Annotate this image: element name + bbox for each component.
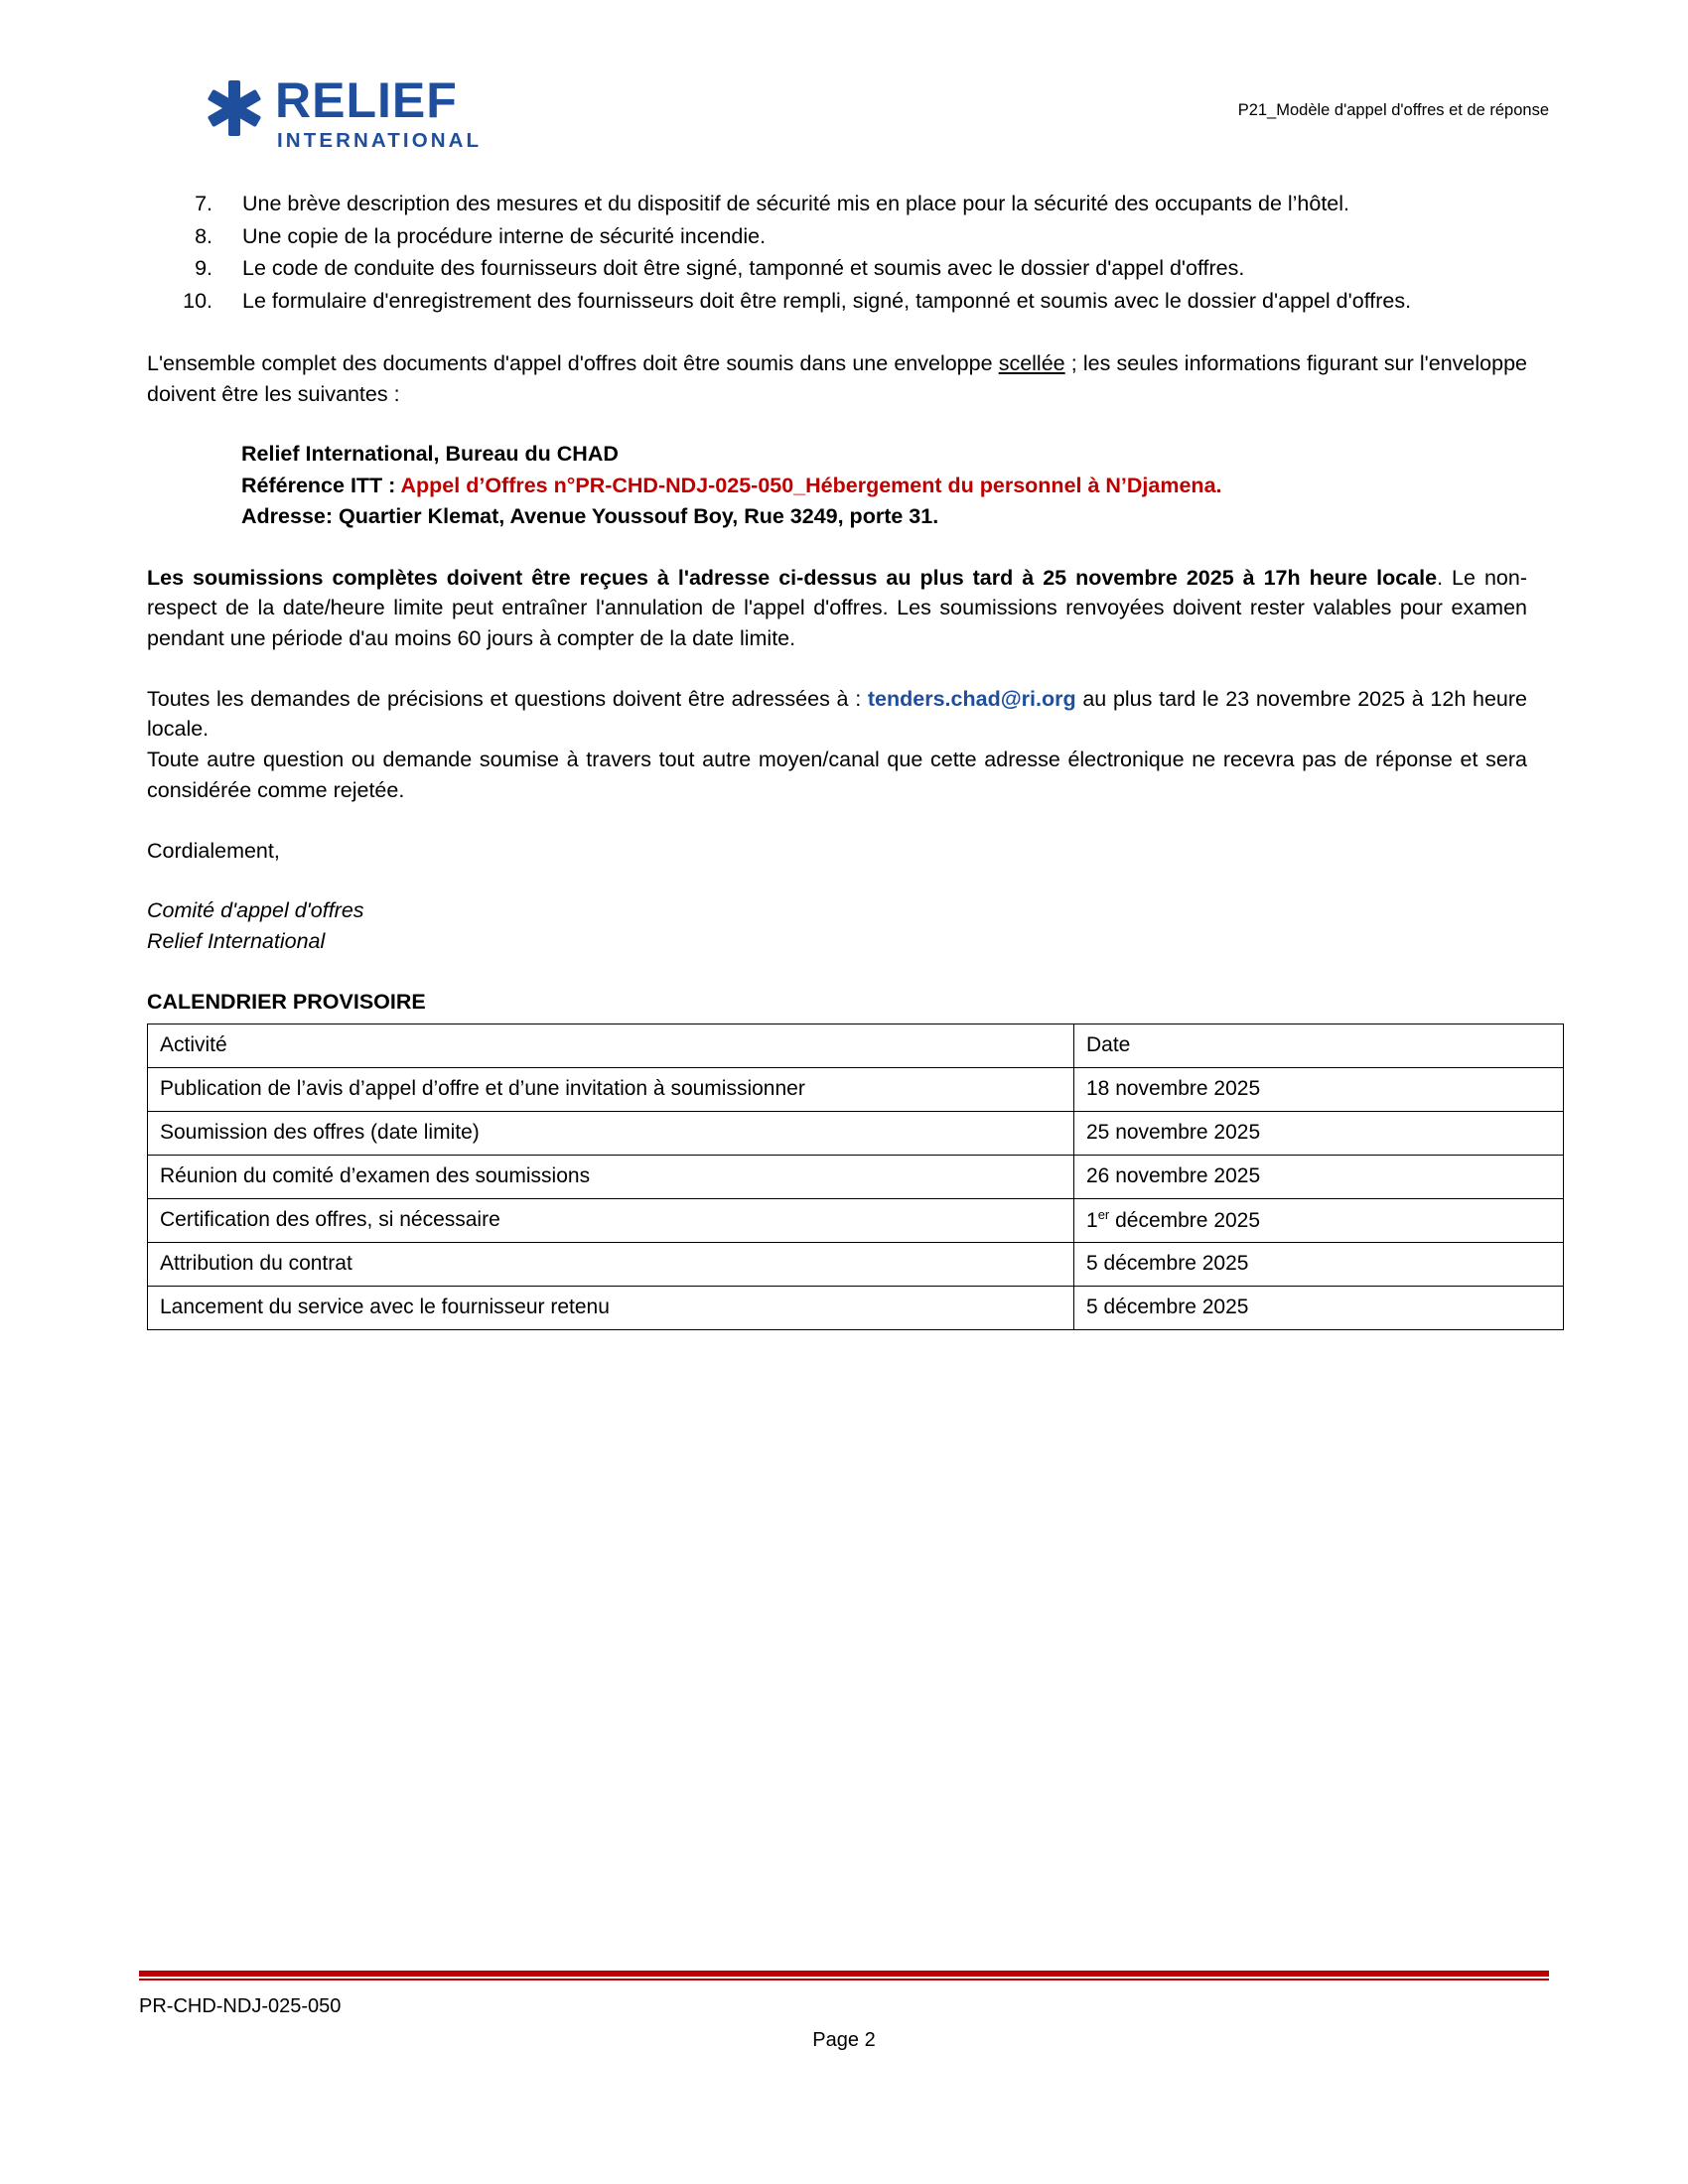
relief-international-logo: [204, 69, 482, 152]
other-channels-paragraph: Toute autre question ou demande soumise à travers tout autre moyen/canal que cette adresse électronique ne recevra pas de réponse et sera considérée comme rejetée.: [147, 748, 1527, 802]
cell-date: 5 décembre 2025: [1074, 1242, 1564, 1286]
reference-label: Référence ITT :: [241, 473, 396, 497]
column-header-date: Date: [1074, 1024, 1564, 1067]
reference-line: [241, 471, 1527, 501]
cell-date: 18 novembre 2025: [1074, 1067, 1564, 1111]
deadline-emphasis: Les soumissions complètes doivent être reçues à l'adresse ci-dessus au plus tard à 25 novembre 2025 à 17h heure locale: [147, 565, 1438, 590]
envelope-sealed-emphasis: scellée: [998, 350, 1065, 375]
cell-date-rest: décembre 2025: [1109, 1208, 1261, 1232]
list-item-text: Le code de conduite des fournisseurs doit être signé, tamponné et soumis avec le dossier d'appel d'offres.: [242, 256, 1245, 281]
submission-address-block: [241, 439, 1527, 532]
list-item: [147, 253, 1527, 284]
address-label: Adresse:: [241, 504, 334, 529]
address-value: Quartier Klemat, Avenue Youssouf Boy, Rue 3249, porte 31.: [339, 504, 939, 529]
requirements-list: [147, 189, 1527, 317]
list-item: [147, 189, 1527, 219]
table-row: [148, 1286, 1564, 1329]
footer-reference: PR-CHD-NDJ-025-050: [139, 1995, 342, 2017]
cell-date: 25 novembre 2025: [1074, 1111, 1564, 1155]
list-item-number: 10.: [183, 289, 212, 314]
logo-wordmark-relief: RELIEF: [275, 72, 458, 128]
list-item: [147, 221, 1527, 252]
list-item-number: 7.: [195, 192, 212, 215]
reference-value: Appel d’Offres n°PR-CHD-NDJ-025-050_Hébergement du personnel à N’Djamena.: [400, 473, 1222, 497]
list-item: [147, 286, 1527, 317]
organization-line: Relief International, Bureau du CHAD: [241, 442, 619, 467]
provisional-calendar-table: [147, 1024, 1564, 1330]
cell-date-superscript: [1074, 1198, 1564, 1242]
table-row: [148, 1155, 1564, 1198]
table-row: [148, 1067, 1564, 1111]
footer-divider: [139, 1971, 1549, 1977]
signature-committee: Comité d'appel d'offres: [147, 898, 364, 923]
list-item-text: Une copie de la procédure interne de sécurité incendie.: [242, 223, 767, 248]
deadline-rest: . Le non-respect de la date/heure limite peut entraîner l'annulation de l'appel d'offres. Les soumissions renvoyées doivent rester valables pour examen pendant une période d'au moins 60 jours à compter de la date limite.: [147, 565, 1527, 650]
table-row: [148, 1198, 1564, 1242]
cell-date: 26 novembre 2025: [1074, 1155, 1564, 1198]
logo-wordmark-international: INTERNATIONAL: [277, 129, 483, 152]
page-header: [0, 69, 1688, 189]
closing-salutation: Cordialement,: [147, 838, 280, 863]
cell-activity: Réunion du comité d’examen des soumissions: [148, 1155, 1074, 1198]
column-header-activity: Activité: [148, 1024, 1074, 1067]
tenders-email-link[interactable]: tenders.chad@ri.org: [867, 686, 1076, 711]
footer-page-number: Page 2: [812, 2029, 876, 2051]
footer-divider-thin: [139, 1979, 1549, 1980]
questions-text-part1: Toutes les demandes de précisions et questions doivent être adressées à :: [147, 686, 868, 711]
questions-text-part2: au plus tard le 23 novembre 2025 à 12h heure locale.: [147, 686, 1527, 742]
document-template-reference: P21_Modèle d'appel d'offres et de réponse: [1237, 101, 1549, 119]
cell-activity: Publication de l’avis d’appel d’offre et d’une invitation à soumissionner: [148, 1067, 1074, 1111]
list-item-text: Une brève description des mesures et du dispositif de sécurité mis en place pour la sécurité des occupants de l’hôtel.: [242, 192, 1350, 215]
cell-activity: Lancement du service avec le fournisseur retenu: [148, 1286, 1074, 1329]
envelope-text-part2: ; les seules informations figurant sur l'enveloppe doivent être les suivantes :: [147, 350, 1527, 406]
list-item-number: 9.: [195, 256, 212, 281]
table-header-row: [148, 1024, 1564, 1067]
cell-activity: Attribution du contrat: [148, 1242, 1074, 1286]
deadline-paragraph: [147, 563, 1527, 654]
envelope-text-part1: L'ensemble complet des documents d'appel d'offres doit être soumis dans une enveloppe: [147, 350, 999, 375]
asterisk-logo-icon: [204, 77, 265, 139]
cell-activity: Certification des offres, si nécessaire: [148, 1198, 1074, 1242]
questions-paragraph: [147, 684, 1527, 745]
cell-date: 5 décembre 2025: [1074, 1286, 1564, 1329]
table-row: [148, 1242, 1564, 1286]
document-body: [147, 189, 1527, 1330]
ordinal-suffix: er: [1097, 1206, 1110, 1222]
cell-activity: Soumission des offres (date limite): [148, 1111, 1074, 1155]
address-line: [241, 501, 1527, 532]
cell-date-number: 1: [1086, 1208, 1098, 1232]
list-item-text: Le formulaire d'enregistrement des fournisseurs doit être rempli, signé, tamponné et soumis avec le dossier d'appel d'offres.: [242, 289, 1412, 314]
signature-organization: Relief International: [147, 929, 326, 954]
table-row: [148, 1111, 1564, 1155]
list-item-number: 8.: [195, 223, 212, 248]
calendar-title: CALENDRIER PROVISOIRE: [147, 989, 426, 1014]
envelope-instructions-paragraph: [147, 348, 1527, 409]
